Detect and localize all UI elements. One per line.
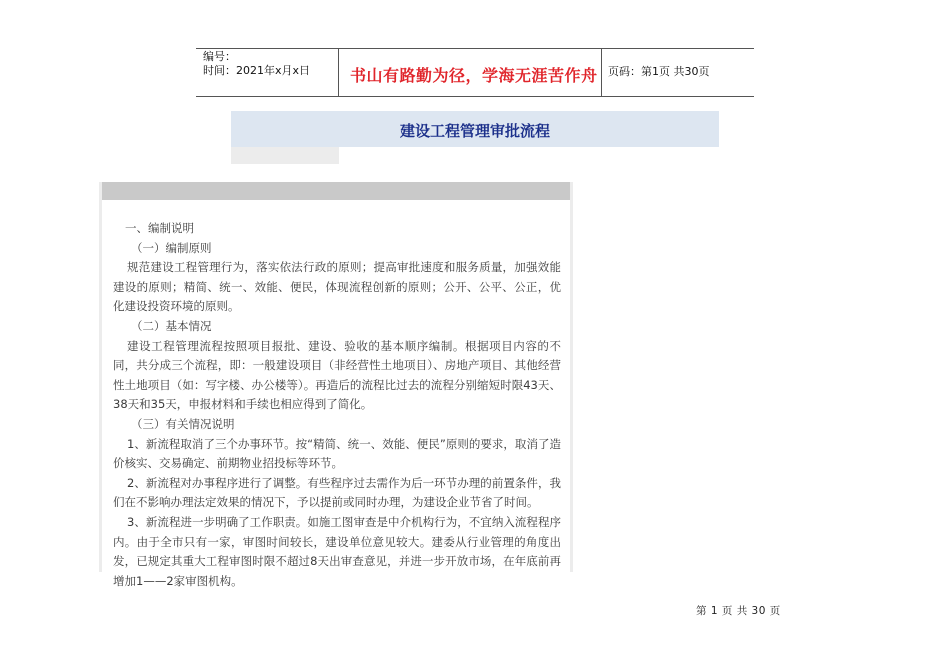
doc-date-label: 时间：2021年x月x日: [203, 64, 311, 77]
subsection-heading-3: （三）有关情况说明: [131, 416, 235, 431]
doc-number-label: 编号：: [203, 50, 236, 63]
document-title: 建设工程管理审批流程: [399, 122, 550, 140]
header-divider-right: [601, 48, 602, 96]
paragraph-principles: 规范建设工程管理行为，落实依法行政的原则；提高审批速度和服务质量，加强效能建设的原则；精简、统一、效能、便民，体现流程创新的原则；公开、公平、公正，优化建设投资环境的原则。: [113, 260, 561, 314]
header-page-label: 页码：第1页 共30页: [608, 65, 710, 78]
content-card-left-border: [99, 182, 102, 572]
header-motto: 书山有路勤为径，学海无涯苦作舟: [350, 66, 598, 85]
list-item-1: 1、新流程取消了三个办事环节。按“精简、统一、效能、便民”原则的要求，取消了造价核实、交易确定、前期物业招投标等环节。: [113, 436, 561, 471]
list-item-3: 3、新流程进一步明确了工作职责。如施工图审查是中介机构行为，不宜纳入流程程序内。由于全市只有一家，审图时间较长，建设单位意见较大。建委从行业管理的角度出发，已规定其重大工程审图时限不超过8天出审查意见，并进一步开放市场，在年底前再增加1——2家审图机构。: [113, 514, 561, 588]
list-item-2: 2、新流程对办事程序进行了调整。有些程序过去需作为后一环节办理的前置条件，我们在不影响办理法定效果的情况下，予以提前或同时办理，为建设企业节省了时间。: [113, 475, 561, 510]
title-band: [231, 111, 719, 147]
subsection-heading-1: （一）编制原则: [131, 240, 212, 255]
title-subband: [231, 147, 339, 164]
content-card-right-border: [570, 182, 573, 572]
header-divider-left: [338, 48, 339, 96]
page-footer: 第 1 页 共 30 页: [696, 605, 781, 617]
content-card-header: [101, 182, 572, 200]
header-bottom-rule: [196, 96, 754, 97]
section-heading-1: 一、编制说明: [125, 221, 194, 235]
subsection-heading-2: （二）基本情况: [131, 318, 212, 333]
document-body: [113, 219, 561, 591]
header-top-rule: [196, 48, 754, 49]
paragraph-basic-situation: 建设工程管理流程按照项目报批、建设、验收的基本顺序编制。根据项目内容的不同，共分成三个流程，即：一般建设项目（非经营性土地项目）、房地产项目、其他经营性土地项目（如：写字楼、办公楼等）。再造后的流程比过去的流程分别缩短时限43天、38天和35天，申报材料和手续也相应得到了简化。: [113, 338, 561, 412]
